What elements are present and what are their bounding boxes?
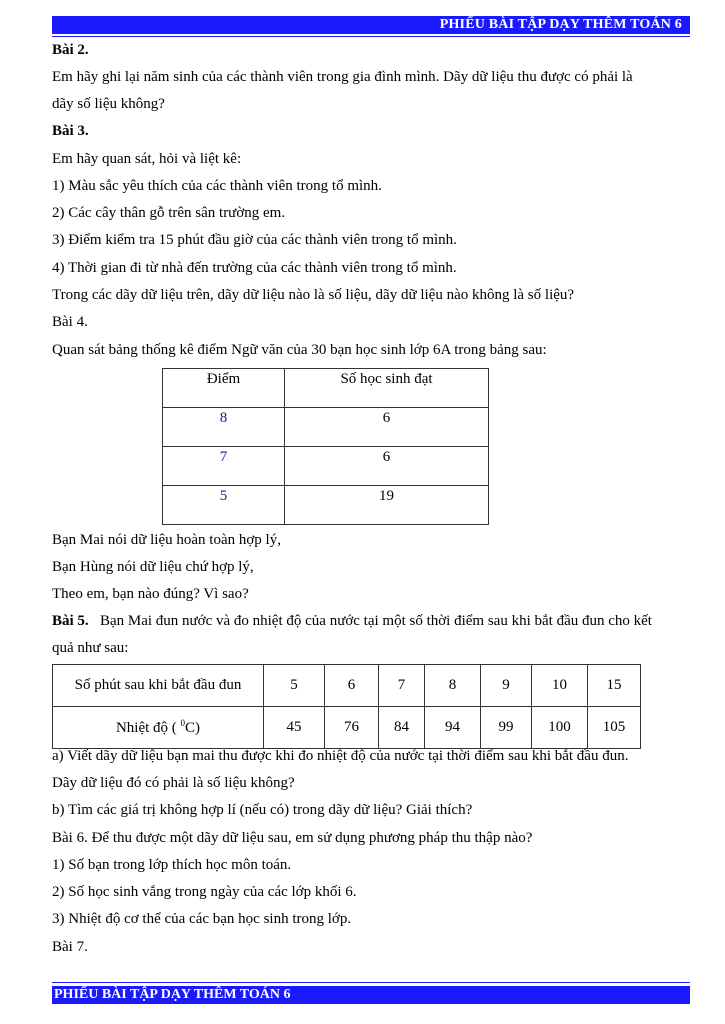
table-cell: 84 — [379, 707, 425, 749]
table-row — [163, 408, 489, 447]
table-cell: 15 — [588, 665, 641, 707]
temperature-table — [52, 664, 641, 749]
table-cell: 6 — [285, 447, 489, 486]
row-label-minutes: Số phút sau khi bắt đầu đun — [53, 665, 264, 707]
footer-divider — [52, 982, 690, 983]
table-cell: 19 — [285, 486, 489, 525]
bai5-heading: Bài 5. — [52, 613, 89, 629]
table-cell: 105 — [588, 707, 641, 749]
bai6-item-3: 3) Nhiệt độ cơ thể của các bạn học sinh trong lớp. — [52, 911, 352, 927]
degree-superscript: 0 — [180, 718, 186, 728]
bai6-item-1: 1) Số bạn trong lớp thích học môn toán. — [52, 857, 292, 873]
score-table — [162, 368, 489, 525]
bai4-intro: Quan sát bảng thống kê điểm Ngữ văn của 30 bạn học sinh lớp 6A trong bảng sau: — [52, 342, 547, 358]
table-cell: 7 — [163, 447, 285, 486]
bai4-heading: Bài 4. — [52, 314, 88, 330]
bai5-text1: Bạn Mai đun nước và đo nhiệt độ của nước tại một số thời điểm sau khi bắt đầu đun cho kết — [88, 613, 652, 629]
table-cell: 94 — [425, 707, 481, 749]
bai4-after-2: Bạn Hùng nói dữ liệu chứ hợp lý, — [52, 559, 254, 575]
table-cell: 10 — [532, 665, 588, 707]
table-row — [163, 447, 489, 486]
table-cell: 6 — [325, 665, 379, 707]
bai2-text-line2: dãy số liệu không? — [52, 96, 165, 112]
table-cell: 8 — [163, 408, 285, 447]
table-cell: 99 — [481, 707, 532, 749]
bai5-qa-2: Dãy dữ liệu đó có phải là số liệu không? — [52, 775, 295, 791]
bai3-item-3: 3) Điểm kiểm tra 15 phút đầu giờ của các thành viên trong tổ mình. — [52, 232, 457, 248]
bai5-qa-3: b) Tìm các giá trị không hợp lí (nếu có) trong dãy dữ liệu? Giải thích? — [52, 802, 473, 818]
page-footer: PHIẾU BÀI TẬP DẠY THÊM TOÁN 6 — [52, 986, 690, 1004]
table-cell: 9 — [481, 665, 532, 707]
bai4-after-3: Theo em, bạn nào đúng? Vì sao? — [52, 586, 249, 602]
bai3-item-2: 2) Các cây thân gỗ trên sân trường em. — [52, 205, 286, 221]
table-cell: 45 — [264, 707, 325, 749]
bai3-item-4: 4) Thời gian đi từ nhà đến trường của các thành viên trong tổ mình. — [52, 260, 457, 276]
header-diem: Điểm — [163, 369, 285, 408]
table-cell: 6 — [285, 408, 489, 447]
table-row — [53, 707, 641, 749]
header-so-hoc-sinh: Số học sinh đạt — [285, 369, 489, 408]
page-header: PHIẾU BÀI TẬP DẠY THÊM TOÁN 6 — [52, 16, 690, 34]
bai3-question: Trong các dãy dữ liệu trên, dãy dữ liệu nào là số liệu, dãy dữ liệu nào không là số liệu? — [52, 287, 575, 303]
bai6-heading: Bài 6. Để thu được một dãy dữ liệu sau, em sử dụng phương pháp thu thập nào? — [52, 830, 533, 846]
bai3-intro: Em hãy quan sát, hỏi và liệt kê: — [52, 151, 242, 167]
bai2-heading: Bài 2. — [52, 42, 89, 58]
table-header-row — [163, 369, 489, 408]
row-label-temperature — [53, 707, 264, 749]
table-cell: 100 — [532, 707, 588, 749]
bai7-heading: Bài 7. — [52, 939, 88, 955]
bai3-heading: Bài 3. — [52, 123, 89, 139]
table-row — [53, 665, 641, 707]
temp-label-unit: C) — [185, 720, 201, 736]
bai5-text2: quả như sau: — [52, 640, 129, 656]
table-cell: 5 — [264, 665, 325, 707]
table-row — [163, 486, 489, 525]
bai3-item-1: 1) Màu sắc yêu thích của các thành viên trong tổ mình. — [52, 178, 382, 194]
table-cell: 8 — [425, 665, 481, 707]
bai4-after-1: Bạn Mai nói dữ liệu hoàn toàn hợp lý, — [52, 532, 281, 548]
bai5-qa-1: a) Viết dãy dữ liệu bạn mai thu được khi đo nhiệt độ của nước tại thời điểm sau khi bắt đầu đun. — [52, 748, 629, 764]
table-cell: 5 — [163, 486, 285, 525]
header-divider — [52, 36, 690, 37]
temp-label-text: Nhiệt độ ( — [115, 720, 181, 736]
bai5-line1 — [52, 612, 652, 630]
table-cell: 76 — [325, 707, 379, 749]
bai6-item-2: 2) Số học sinh vắng trong ngày của các lớp khối 6. — [52, 884, 357, 900]
bai2-text-line1: Em hãy ghi lại năm sinh của các thành viên trong gia đình mình. Dãy dữ liệu thu được có phải là — [52, 69, 633, 85]
table-cell: 7 — [379, 665, 425, 707]
